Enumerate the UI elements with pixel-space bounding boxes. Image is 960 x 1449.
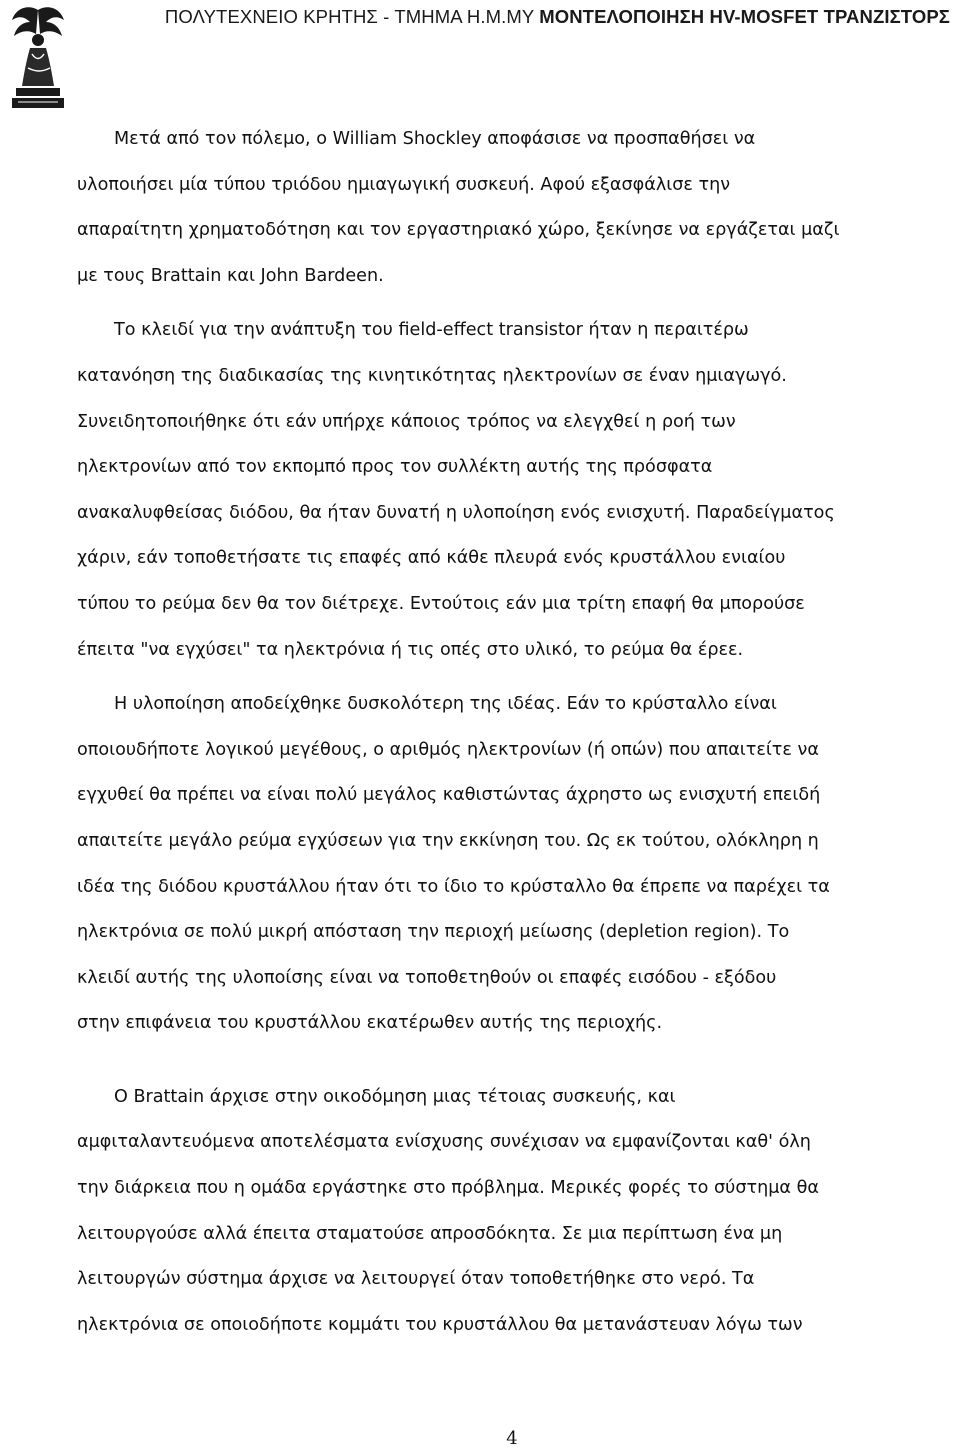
text-line: στην επιφάνεια του κρυστάλλου εκατέρωθεν αυτής της περιοχής. [77,1013,663,1034]
header-title: ΜΟΝΤΕΛΟΠΟΙΗΣΗ HV-MOSFET ΤΡΑΝΖΙΣΤΟΡΣ [539,6,950,27]
text-line: ηλεκτρόνια σε οποιοδήποτε κομμάτι του κρυστάλλου θα μετανάστευαν λόγω των [77,1314,803,1335]
document-header [165,6,950,28]
university-seal-icon [8,2,68,112]
text-line: ηλεκτρονίων από τον εκπομπό προς τον συλλέκτη αυτής της πρόσφατα [77,457,713,478]
text-line: απαραίτητη χρηματοδότηση και τον εργαστηριακό χώρο, ξεκίνησε να εργάζεται μαζι [77,220,840,241]
text-line: έπειτα "να εγχύσει" τα ηλεκτρόνια ή τις οπές στο υλικό, το ρεύμα θα έρεε. [77,639,744,660]
text-line: κατανόηση της διαδικασίας της κινητικότητας ηλεκτρονίων σε έναν ημιαγωγό. [77,365,787,386]
text-line: με τους Brattain και John Bardeen. [77,265,384,286]
text-line: ιδέα της διόδου κρυστάλλου ήταν ότι το ίδιο το κρύσταλλο θα έπρεπε να παρέχει τα [77,876,830,897]
header-institution: ΠΟΛΥΤΕΧΝΕΙΟ ΚΡΗΤΗΣ - ΤΜΗΜΑ Η.Μ.ΜΥ [164,6,534,27]
paragraph [77,682,889,1047]
text-line: λειτουργούσε αλλά έπειτα σταματούσε απροσδόκητα. Σε μια περίπτωση ένα μη [77,1223,783,1244]
text-line: Το κλειδί για την ανάπτυξη του field-effect transistor ήταν η περαιτέρω [114,320,749,341]
text-line: τύπου το ρεύμα δεν θα τον διέτρεχε. Εντούτοις εάν μια τρίτη επαφή θα μπορούσε [77,593,805,614]
text-line: κλειδί αυτής της υλοποίσης είναι να τοποθετηθούν οι επαφές εισόδου - εξόδου [77,967,777,988]
paragraph [77,117,889,299]
paragraph [77,1075,889,1349]
text-line: Η υλοποίηση αποδείχθηκε δυσκολότερη της ιδέας. Εάν το κρύσταλλο είναι [114,694,777,715]
text-line: αμφιταλαντευόμενα αποτελέσματα ενίσχυσης συνέχισαν να εμφανίζονται καθ' όλη [77,1132,811,1153]
text-line: ηλεκτρόνια σε πολύ μικρή απόσταση την περιοχή μείωσης (depletion region). Το [77,922,790,943]
paragraph [77,308,889,673]
text-line: Συνειδητοποιήθηκε ότι εάν υπήρχε κάποιος τρόπος να ελεγχθεί η ροή των [77,411,736,432]
document-body [77,117,889,1348]
text-line: ανακαλυφθείσας διόδου, θα ήταν δυνατή η υλοποίηση ενός ενισχυτή. Παραδείγματος [77,502,835,523]
text-line: Ο Brattain άρχισε στην οικοδόμηση μιας τέτοιας συσκευής, και [114,1086,676,1107]
text-line: την διάρκεια που η ομάδα εργάστηκε στο πρόβλημα. Μερικές φορές το σύστημα θα [77,1178,819,1199]
text-line: χάριν, εάν τοποθετήσατε τις επαφές από κάθε πλευρά ενός κρυστάλλου ενιαίου [77,548,786,569]
text-line: απαιτείτε μεγάλο ρεύμα εγχύσεων για την εκκίνηση του. Ως εκ τούτου, ολόκληρη η [77,830,819,851]
text-line: οποιουδήποτε λογικού μεγέθους, ο αριθμός ηλεκτρονίων (ή οπών) που απαιτείτε να [77,739,819,760]
text-line: υλοποιήσει μία τύπου τριόδου ημιαγωγική συσκευή. Αφού εξασφάλισε την [77,174,731,195]
text-line: Μετά από τον πόλεμο, ο William Shockley αποφάσισε να προσπαθήσει να [114,129,756,149]
text-line: εγχυθεί θα πρέπει να είναι πολύ μεγάλος καθιστώντας άχρηστο ως ενισχυτή επειδή [77,785,821,806]
page-number: 4 [506,1428,518,1449]
text-line: λειτουργών σύστημα άρχισε να λειτουργεί όταν τοποθετήθηκε στο νερό. Τα [77,1269,755,1290]
